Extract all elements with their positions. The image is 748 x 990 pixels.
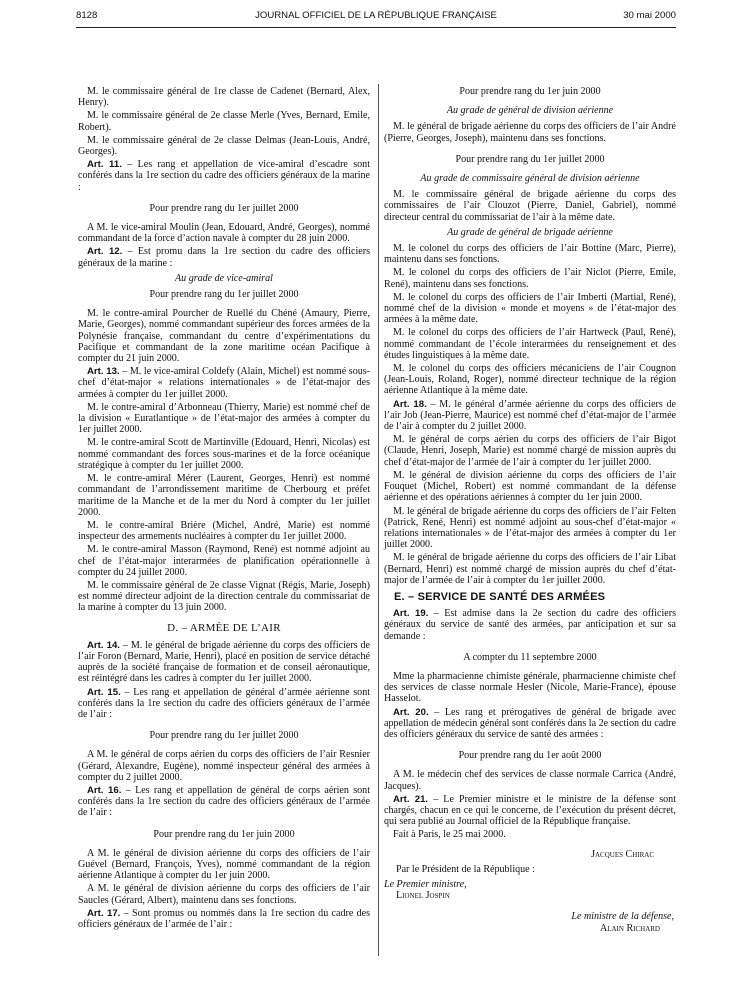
right-column [384,86,676,934]
paragraph: M. le contre-amiral Scott de Martinville (Edouard, Henri, Nicolas) est nommé commandant des forces sous-marines et de la force océanique stratégique à compter du 1er juillet 2000. [78,437,370,471]
article-label: Art. 12. [87,246,123,258]
grade-heading: Au grade de général de brigade aérienne [447,226,613,238]
rank-date-heading: Pour prendre rang du 1er juillet 2000 [455,153,605,165]
article-label: Art. 19. [393,608,429,620]
paragraph: A M. le général de division aérienne du corps des officiers de l’air Saucles (Gérard, Albert), maintenu dans ses fonctions. [78,883,370,906]
grade-heading: Au grade de vice-amiral [175,272,273,284]
article-label: Art. 14. [87,639,120,651]
rank-date-heading: Pour prendre rang du 1er juillet 2000 [149,730,299,742]
grade-heading: Au grade de commissaire général de division aérienne [420,173,640,185]
article-text: – Est promu dans la 1re section du cadre des officiers généraux de la marine : [78,246,370,269]
paragraph: M. le commissaire général de 2e classe Merle (Yves, Bernard, Emile, Robert). [78,110,370,133]
paragraph: A M. le vice-amiral Moulin (Jean, Edouard, André, Georges), nommé commandant de la force d’action navale à compter du 28 juin 2000. [78,222,370,245]
article-label: Art. 20. [393,706,429,718]
article-text: – Les rang et prérogatives de général de brigade avec appellation de médecin général sont conférés dans la 2e section du cadre des officiers généraux du service de santé des armées : [384,706,676,740]
rank-date-heading: Pour prendre rang du 1er août 2000 [458,750,602,762]
paragraph: M. le colonel du corps des officiers de l’air Bottine (Marc, Pierre), maintenu dans ses fonctions. [384,243,676,266]
left-column [78,86,370,932]
paragraph: M. le colonel du corps des officiers de l’air Niclot (Pierre, Emile, René), maintenu dans ses fonctions. [384,267,676,290]
article-17 [78,908,370,930]
paragraph: M. le commissaire général de 2e classe Vignat (Régis, Marie, Joseph) est nommé directeur adjoint de la direction centrale du commissariat de la marine à compter du 13 juin 2000. [78,579,370,614]
paragraph: M. le général de brigade aérienne du corps des officiers de l’air Felten (Patrick, René, Henri) est nommé adjoint au sous-chef d’état-major « relations internationales » de l’état-major des armées à compter du 1er juillet 2000. [384,505,676,551]
article-label: Art. 21. [393,793,429,805]
paragraph: M. le général de brigade aérienne du corps des officiers de l’air André (Pierre, Georges, Joseph), maintenu dans ses fonctions. [384,121,676,144]
article-11 [78,159,370,193]
rank-date-heading: A compter du 11 septembre 2000 [463,651,597,663]
section-heading: E. – SERVICE DE SANTÉ DES ARMÉES [394,590,606,603]
article-label: Art. 16. [87,784,122,796]
paragraph: M. le colonel du corps des officiers de l’air Hartweck (Paul, René), nommé commandant de l’école interarmées du renseignement et des études linguistiques à la même date. [384,327,676,361]
issue-date: 30 mai 2000 [623,10,676,21]
article-text: – Sont promus ou nommés dans la 1re section du cadre des officiers généraux de l’armée de l’air : [78,907,370,930]
article-13 [78,366,370,400]
article-text: – M. le vice-amiral Coldefy (Alain, Michel) est nommé sous-chef d’état-major « relations internationales » de l’état-major des armées à compter du 1er juillet 2000. [78,366,370,400]
rank-date-heading: Pour prendre rang du 1er juillet 2000 [149,289,299,301]
paragraph: M. le commissaire général de 1re classe de Cadenet (Bernard, Alex, Henry). [78,86,370,109]
paragraph: M. le contre-amiral Masson (Raymond, René) est nommé adjoint au chef de l’état-major interarmées de planification opérationnelle à compter du 24 juillet 2000. [78,544,370,578]
paragraph: M. le commissaire général de 2e classe Delmas (Jean-Louis, André, Georges). [78,134,370,158]
paragraph: M. le général de division aérienne du corps des officiers de l’air Fouquet (Michel, Robert) est nommé commandant de la défense aérienne et des opérations aériennes à compter du 1er juin 2000. [384,469,676,504]
article-text: – Est admise dans la 2e section du cadre des officiers généraux du service de santé des armées, par anticipation et sur sa demande : [384,608,676,642]
journal-title: JOURNAL OFFICIEL DE LA RÉPUBLIQUE FRANÇAISE [255,10,497,21]
rank-date-heading: Pour prendre rang du 1er juillet 2000 [149,202,299,214]
article-label: Art. 11. [87,159,122,171]
section-heading: D. – ARMÉE DE L’AIR [167,621,281,634]
done-at-line: Fait à Paris, le 25 mai 2000. [393,829,506,841]
paragraph: A M. le général de division aérienne du corps des officiers de l’air Guével (Bernard, François, Yves), nommé commandant de la région aérienne Atlantique à compter du 1er juin 2000. [78,847,370,882]
prime-minister-title: Le Premier ministre, [384,878,467,890]
article-16 [78,785,370,819]
paragraph: Mme la pharmacienne chimiste générale, pharmacienne chimiste chef des services de classe normale Hesler (Nicole, Marie-France), épouse Hasselot. [384,670,676,705]
article-18 [384,399,676,433]
prime-minister-name: Lionel Jospin [396,890,450,902]
article-label: Art. 15. [87,686,121,698]
article-text: – Les rang et appellation de général de corps aérien sont conférés dans la 1re section du cadre des officiers généraux de l’armée de l’air : [78,784,370,819]
article-text: – M. le général d’armée aérienne du corps des officiers de l’air Job (Jean-Pierre, Maurice) est nommé chef d’état-major de l’armée de l’air à compter du 2 juillet 2000. [384,398,676,433]
paragraph: M. le commissaire général de brigade aérienne du corps des commissaires de l’air Clouzot (Pierre, Daniel, Gabriel), nommé directeur central du commissariat de l’air à la même date. [384,189,676,223]
paragraph: M. le contre-amiral Mérer (Laurent, Georges, Henri) est nommé commandant de l’arrondissement maritime de Cherbourg et préfet maritime de la Manche et de la mer du Nord à compter du 1er juillet 2000. [78,473,370,518]
president-signature: Jacques Chirac [591,848,654,860]
article-15 [78,687,370,721]
defense-minister-title: Le ministre de la défense, [571,911,674,923]
article-label: Art. 13. [87,366,120,378]
page-header [76,10,676,24]
rank-date-heading: Pour prendre rang du 1er juin 2000 [153,828,295,840]
paragraph: M. le général de corps aérien du corps des officiers de l’air Bigot (Claude, Henri, Joseph, Marie) est nommé chargé de mission auprès du chef d’état-major de l’armée de l’air à compter du 1er juillet 2000. [384,434,676,468]
paragraph: A M. le médecin chef des services de classe normale Carrica (André, Jacques). [384,769,676,792]
article-label: Art. 18. [393,398,427,410]
paragraph: M. le colonel du corps des officiers de l’air Imberti (Martial, René), nommé chef de la division « monde et moyens » de l’état-major des armées à la même date. [384,291,676,326]
paragraph: M. le contre-amiral Pourcher de Ruellé du Chéné (Amaury, Pierre, Marie, Georges), nommé commandant supérieur des forces armées de la Polynésie française, commandant du centre d’expérimentations du Pacifique et commandant de la zone maritime océan Pacifique à compter du 21 juin 2000. [78,308,370,365]
article-21 [384,794,676,828]
grade-heading: Au grade de général de division aérienne [446,105,614,117]
page-number: 8128 [76,10,98,21]
column-divider [378,84,379,956]
article-text: – Le Premier ministre et le ministre de la défense sont chargés, chacun en ce qui le concerne, de l’exécution du présent décret, qui sera publié au Journal officiel de la République française. [384,793,676,828]
article-text: – Les rang et appellation de vice-amiral d’escadre sont conférés dans la 1re section du cadre des officiers généraux de la marine : [78,159,370,193]
article-19 [384,608,676,642]
paragraph: M. le contre-amiral Brière (Michel, André, Marie) est nommé inspecteur des armements nucléaires à compter du 1er juillet 2000. [78,519,370,543]
defense-minister-name: Alain Richard [599,922,660,934]
article-text: – Les rang et appellation de général d’armée aérienne sont conférés dans la 1re section du cadre des officiers généraux de l’armée de l’air : [78,686,371,720]
par-president-line: Par le Président de la République : [396,863,535,875]
paragraph: A M. le général de corps aérien du corps des officiers de l’air Resnier (Gérard, Alexandre, Eugène), nommé inspecteur général des armées à compter du 2 juillet 2000. [78,749,370,783]
header-rule [76,27,676,28]
paragraph: M. le contre-amiral d’Arbonneau (Thierry, Marie) est nommé chef de la division « Euratlantique » de l’état-major des armées à compter du 1er juillet 2000. [78,401,370,436]
article-14 [78,640,370,685]
article-20 [384,707,676,741]
rank-date-heading: Pour prendre rang du 1er juin 2000 [459,86,601,97]
article-label: Art. 17. [87,907,121,919]
paragraph: M. le général de brigade aérienne du corps des officiers de l’air Libat (Bernard, Henri) est nommé chargé de mission auprès du chef d’état-major de l’armée de l’air à compter du 1er juillet 2000. [384,552,676,586]
article-text: – M. le général de brigade aérienne du corps des officiers de l’air Foron (Bernard, Marie, Henri), placé en position de service détaché auprès de la société française de formation et de conseil aéronautique, est réintégré dans les cadres à compter du 1er juillet 2000. [78,639,370,685]
article-12 [78,246,370,268]
paragraph: M. le colonel du corps des officiers mécaniciens de l’air Cougnon (Jean-Louis, Roland, Roger), nommé directeur technique de la région aérienne Atlantique à la même date. [384,363,676,397]
